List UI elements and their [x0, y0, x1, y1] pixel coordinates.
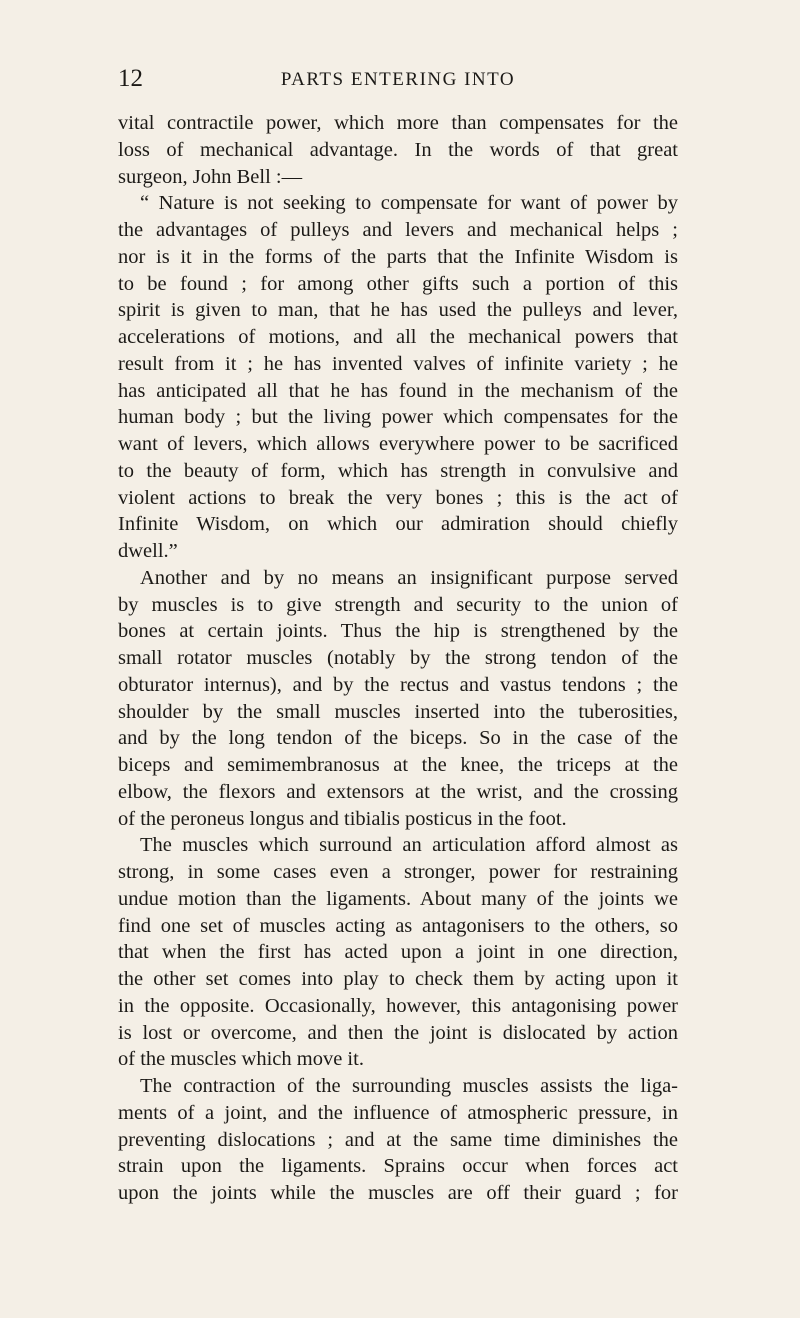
text-line: vital contractile power, which more than compensates for the	[118, 112, 678, 134]
text-line: has anticipated all that he has found in the mechanism of the	[118, 379, 678, 402]
text-line: obturator internus), and by the rectus and vastus tendons ; the	[118, 673, 678, 696]
text-line: strain upon the ligaments. Sprains occur when forces act	[118, 1155, 678, 1178]
text-line: of the peroneus longus and tibialis posticus in the foot.	[118, 807, 567, 830]
text-line: want of levers, which allows everywhere power to be sacrificed	[118, 433, 678, 455]
text-line: result from it ; he has invented valves of infinite variety ; he	[118, 352, 678, 375]
text-line: “ Nature is not seeking to compensate for want of power by	[140, 192, 678, 215]
text-line: accelerations of motions, and all the mechanical powers that	[118, 326, 678, 348]
body-text	[118, 110, 678, 1207]
text-line: The muscles which surround an articulation afford almost as	[140, 834, 678, 857]
text-line: of the muscles which move it.	[118, 1048, 364, 1071]
text-line: to the beauty of form, which has strength in convulsive and	[118, 459, 678, 482]
text-line: violent actions to break the very bones ; this is the act of	[118, 486, 678, 509]
text-line: in the opposite. Occasionally, however, this antagonising power	[118, 994, 678, 1017]
text-line: find one set of muscles acting as antagonisers to the others, so	[118, 914, 678, 937]
text-line: to be found ; for among other gifts such a portion of this	[118, 272, 678, 295]
text-line: spirit is given to man, that he has used the pulleys and lever,	[118, 299, 678, 322]
text-line: by muscles is to give strength and security to the union of	[118, 593, 678, 616]
text-line: that when the first has acted upon a joint in one direction,	[118, 941, 678, 964]
text-line: The contraction of the surrounding muscles assists the liga-	[140, 1075, 678, 1097]
text-line: elbow, the flexors and extensors at the wrist, and the crossing	[118, 780, 678, 803]
text-line: preventing dislocations ; and at the same time diminishes the	[118, 1128, 678, 1151]
text-line: shoulder by the small muscles inserted into the tuberosities,	[118, 700, 678, 723]
running-head	[118, 64, 678, 94]
text-line: strong, in some cases even a stronger, power for restraining	[118, 861, 678, 883]
text-line: bones at certain joints. Thus the hip is strengthened by the	[118, 620, 678, 643]
text-line: the other set comes into play to check them by acting upon it	[118, 968, 678, 990]
text-line: and by the long tendon of the biceps. So in the case of the	[118, 727, 678, 750]
text-line: is lost or overcome, and then the joint is dislocated by action	[118, 1021, 678, 1044]
text-line: ments of a joint, and the influence of atmospheric pressure, in	[118, 1101, 678, 1124]
running-title: PARTS ENTERING INTO	[280, 69, 516, 90]
text-line: Another and by no means an insignificant purpose served	[140, 566, 678, 589]
text-line: biceps and semimembranosus at the knee, the triceps at the	[118, 754, 678, 776]
text-line: loss of mechanical advantage. In the words of that great	[118, 138, 678, 161]
page-number: 12	[118, 65, 143, 92]
text-line: dwell.”	[118, 540, 178, 562]
text-line: surgeon, John Bell :—	[118, 165, 303, 188]
text-line: undue motion than the ligaments. About many of the joints we	[118, 887, 678, 910]
text-line: small rotator muscles (notably by the strong tendon of the	[118, 647, 678, 669]
text-line: nor is it in the forms of the parts that the Infinite Wisdom is	[118, 245, 678, 268]
text-line: upon the joints while the muscles are off their guard ; for	[118, 1182, 678, 1204]
text-line: the advantages of pulleys and levers and mechanical helps ;	[118, 219, 678, 241]
text-line: human body ; but the living power which compensates for the	[118, 406, 678, 429]
text-line: Infinite Wisdom, on which our admiration should chiefly	[118, 513, 678, 536]
